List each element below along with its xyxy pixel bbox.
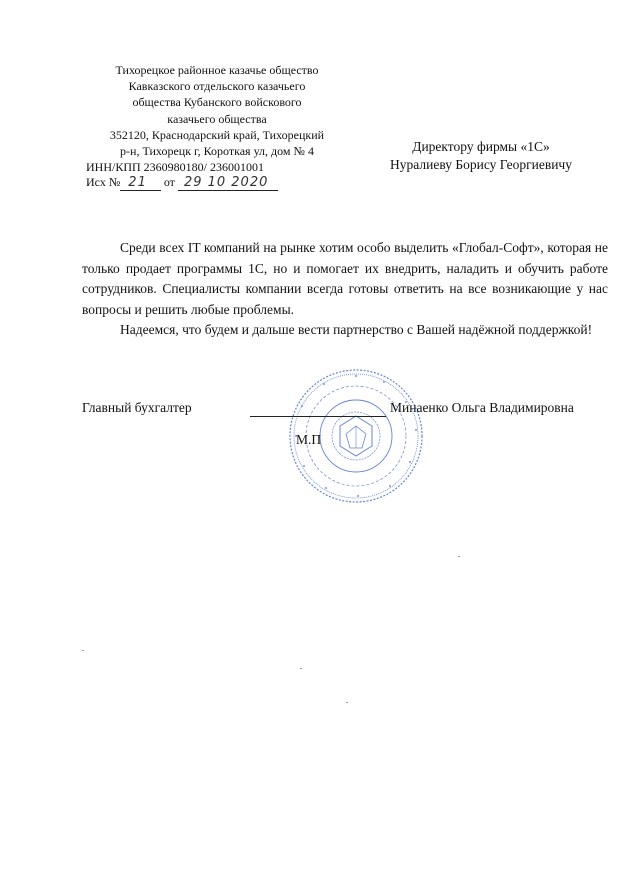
- signature-title: Главный бухгалтер: [82, 400, 192, 415]
- scan-speck: [82, 650, 84, 651]
- body-paragraph-2: Надеемся, что будем и дальше вести партнерство с Вашей надёжной поддержкой!: [120, 322, 593, 337]
- sender-address-line-2: р-н, Тихорецк г, Короткая ул, дом № 4: [120, 144, 314, 159]
- scan-speck: [300, 668, 302, 669]
- recipient-name: Нуралиеву Борису Георгиевичу: [390, 157, 572, 172]
- sender-inn-kpp: ИНН/КПП 2360980180/ 236001001: [86, 160, 265, 175]
- outgoing-number-label: Исх №: [86, 175, 121, 189]
- signature-line: [250, 416, 386, 417]
- letter-body: [82, 238, 608, 341]
- stamp-place-label: М.П: [296, 432, 322, 447]
- sender-organization-block: [86, 62, 348, 175]
- outgoing-registration: [86, 175, 278, 190]
- sender-org-line-1: Тихорецкое районное казачье общество: [115, 63, 319, 77]
- date-handwritten: 29 10 2020: [178, 175, 278, 191]
- signatory-name: Минаенко Ольга Владимировна: [390, 400, 574, 415]
- scan-speck: [346, 702, 348, 703]
- date-label: от: [163, 175, 175, 189]
- body-paragraph-1: Среди всех IT компаний на рынке хотим особо выделить «Глобал-Софт», которая не только продает программы 1С, но и помогает их внедрить, наладить и обучить работе сотрудников. Специалисты компании всегда готовы ответить на все возникающие у нас вопросы и решить любые проблемы.: [82, 240, 608, 317]
- outgoing-number-handwritten: 21: [120, 175, 161, 191]
- scan-speck: [458, 556, 460, 557]
- sender-org-line-4: казачьего общества: [167, 111, 267, 126]
- recipient-position: Директору фирмы «1С»: [412, 139, 550, 154]
- sender-org-line-3: общества Кубанского войскового: [132, 95, 302, 110]
- recipient-block: [376, 138, 586, 174]
- sender-address-line-1: 352120, Краснодарский край, Тихорецкий: [109, 127, 325, 142]
- sender-org-line-2: Кавказского отдельского казачьего: [128, 79, 306, 94]
